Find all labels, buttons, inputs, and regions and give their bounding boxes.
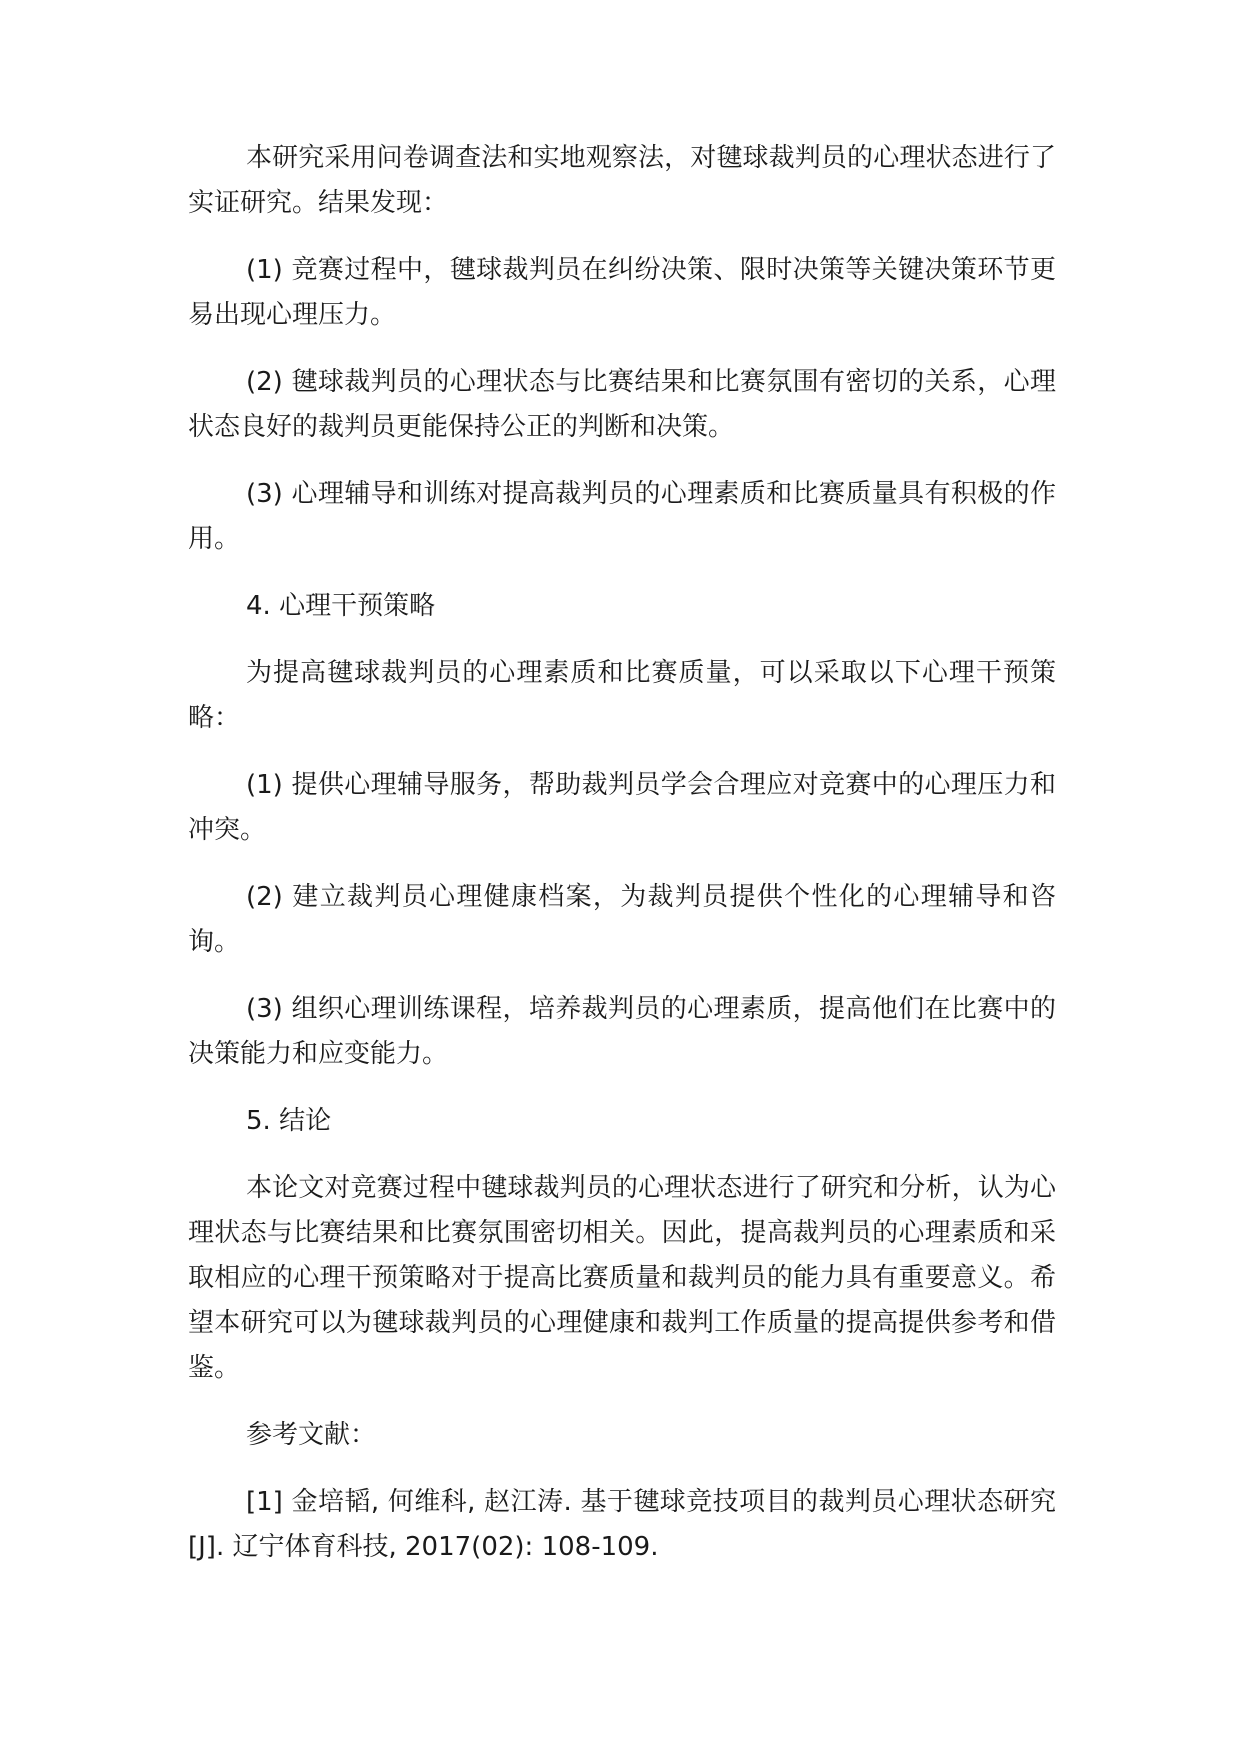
section-5-heading: 5. 结论 bbox=[246, 1106, 332, 1136]
section-4-heading: 4. 心理干预策略 bbox=[246, 591, 436, 621]
reference-1: [1] 金培韬, 何维科, 赵江涛. 基于毽球竞技项目的裁判员心理状态研究[J]. 辽宁体育科技, 2017(02): 108-109. bbox=[188, 1487, 1056, 1562]
document-page bbox=[188, 136, 1056, 1592]
intro-paragraph: 本研究采用问卷调查法和实地观察法，对毽球裁判员的心理状态进行了实证研究。结果发现： bbox=[188, 143, 1056, 218]
finding-2-paragraph: (2) 毽球裁判员的心理状态与比赛结果和比赛氛围有密切的关系，心理状态良好的裁判员更能保持公正的判断和决策。 bbox=[188, 367, 1056, 442]
strategy-1-paragraph: (1) 提供心理辅导服务，帮助裁判员学会合理应对竞赛中的心理压力和冲突。 bbox=[188, 770, 1056, 845]
strategy-3-paragraph: (3) 组织心理训练课程，培养裁判员的心理素质，提高他们在比赛中的决策能力和应变能力。 bbox=[188, 994, 1056, 1069]
strategy-2-paragraph: (2) 建立裁判员心理健康档案，为裁判员提供个性化的心理辅导和咨询。 bbox=[188, 882, 1056, 957]
finding-1-paragraph: (1) 竞赛过程中，毽球裁判员在纠纷决策、限时决策等关键决策环节更易出现心理压力。 bbox=[188, 255, 1056, 330]
references-heading: 参考文献： bbox=[246, 1420, 377, 1450]
finding-3-paragraph: (3) 心理辅导和训练对提高裁判员的心理素质和比赛质量具有积极的作用。 bbox=[188, 479, 1056, 554]
strategy-intro-paragraph: 为提高毽球裁判员的心理素质和比赛质量，可以采取以下心理干预策略： bbox=[188, 658, 1056, 733]
conclusion-paragraph: 本论文对竞赛过程中毽球裁判员的心理状态进行了研究和分析，认为心理状态与比赛结果和比赛氛围密切相关。因此，提高裁判员的心理素质和采取相应的心理干预策略对于提高比赛质量和裁判员的能力具有重要意义。希望本研究可以为毽球裁判员的心理健康和裁判工作质量的提高提供参考和借鉴。 bbox=[188, 1173, 1056, 1383]
